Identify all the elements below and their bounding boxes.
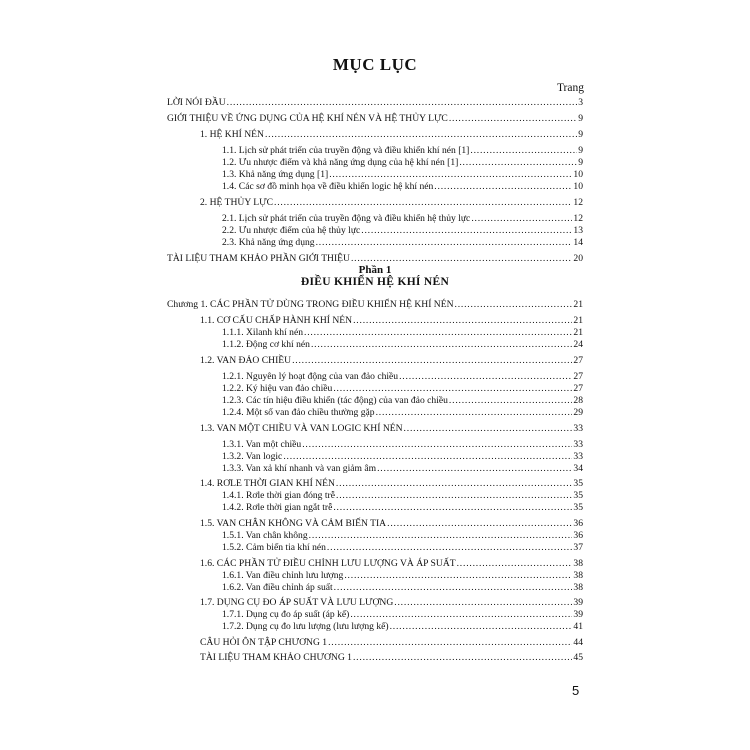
- toc-entry-page: 9: [578, 113, 583, 124]
- toc-entry: [200, 423, 583, 434]
- toc-entry-page: 28: [573, 395, 583, 406]
- toc-entry-page: 10: [573, 181, 583, 192]
- toc-entry-page: 45: [573, 652, 583, 663]
- toc-entry-page: 37: [573, 542, 583, 553]
- dot-leader: [449, 395, 572, 406]
- toc-entry-page: 33: [573, 439, 583, 450]
- toc-entry-label: 2.2. Ưu nhược điểm của hệ thủy lực: [222, 225, 361, 236]
- dot-leader: [334, 582, 573, 593]
- toc-entry: [222, 582, 583, 593]
- toc-entry-page: 13: [573, 225, 583, 236]
- toc-entry: [222, 395, 583, 406]
- toc-entry-label: 2.1. Lịch sử phát triển của truyền động và điều khiển hệ thủy lực: [222, 213, 471, 224]
- toc-entry-label: 1.4. RƠLE THỜI GIAN KHÍ NÉN: [200, 478, 335, 489]
- dot-leader: [344, 570, 572, 581]
- toc-entry: [167, 299, 583, 310]
- toc-entry-page: 44: [573, 637, 583, 648]
- toc-entry-page: 9: [578, 145, 583, 156]
- toc-entry-page: 9: [578, 157, 583, 168]
- toc-entry: [200, 637, 583, 648]
- dot-leader: [302, 439, 572, 450]
- toc-entry: [222, 609, 583, 620]
- toc-entry: [222, 371, 583, 382]
- toc-entry-label: LỜI NÓI ĐẦU: [167, 97, 226, 108]
- dot-leader: [377, 463, 572, 474]
- toc-entry-page: 12: [573, 213, 583, 224]
- toc-entry-page: 38: [573, 570, 583, 581]
- toc-entry-page: 36: [573, 518, 583, 529]
- toc-entry: [200, 197, 583, 208]
- dot-leader: [361, 225, 572, 236]
- toc-entry-page: 21: [573, 299, 583, 310]
- toc-entry-label: 1.7. DỤNG CỤ ĐO ÁP SUẤT VÀ LƯU LƯỢNG: [200, 597, 394, 608]
- dot-leader: [399, 371, 572, 382]
- toc-entry-page: 24: [573, 339, 583, 350]
- toc-entry-label: 1.2. Ưu nhược điểm và khả năng ứng dụng của hệ khí nén [1]: [222, 157, 459, 168]
- toc-entry-label: CÂU HỎI ÔN TẬP CHƯƠNG 1: [200, 637, 328, 648]
- dot-leader: [449, 113, 577, 124]
- toc-entry-page: 38: [573, 558, 583, 569]
- dot-leader: [227, 97, 578, 108]
- toc-entry-page: 38: [573, 582, 583, 593]
- toc-entry-page: 27: [573, 355, 583, 366]
- dot-leader: [336, 490, 572, 501]
- part-title: ĐIỀU KHIỂN HỆ KHÍ NÉN: [300, 276, 450, 288]
- toc-entry-page: 10: [573, 169, 583, 180]
- toc-entry-label: 1.1.2. Động cơ khí nén: [222, 339, 310, 350]
- toc-entry-label: 2.3. Khả năng ứng dụng: [222, 237, 315, 248]
- dot-leader: [394, 597, 572, 608]
- toc-entry: [222, 463, 583, 474]
- toc-entry: [200, 597, 583, 608]
- dot-leader: [351, 253, 572, 264]
- toc-entry: [200, 518, 583, 529]
- dot-leader: [328, 637, 572, 648]
- toc-entry: [222, 621, 583, 632]
- dot-leader: [265, 129, 577, 140]
- toc-entry: [222, 237, 583, 248]
- toc-entry-label: 2. HỆ THỦY LỰC: [200, 197, 273, 208]
- toc-entry: [222, 327, 583, 338]
- toc-entry-page: 35: [573, 478, 583, 489]
- toc-entry: [222, 145, 583, 156]
- toc-entry: [222, 339, 583, 350]
- toc-entry-label: 1.2.3. Các tín hiệu điều khiển (tác động) của van đảo chiều: [222, 395, 448, 406]
- dot-leader: [316, 237, 573, 248]
- page-title: MỤC LỤC: [332, 55, 418, 74]
- toc-entry-page: 36: [573, 530, 583, 541]
- toc-entry: [222, 530, 583, 541]
- toc-entry: [167, 97, 583, 108]
- toc-entry-label: 1. HỆ KHÍ NÉN: [200, 129, 264, 140]
- dot-leader: [387, 518, 572, 529]
- toc-entry-label: 1.5. VAN CHÂN KHÔNG VÀ CẢM BIẾN TIA: [200, 518, 387, 529]
- toc-entry-page: 21: [573, 315, 583, 326]
- dot-leader: [309, 530, 573, 541]
- toc-entry-page: 12: [573, 197, 583, 208]
- dot-leader: [457, 558, 573, 569]
- toc-entry: [200, 478, 583, 489]
- toc-entry-page: 39: [573, 609, 583, 620]
- toc-entry-page: 39: [573, 597, 583, 608]
- toc-entry-label: 1.6. CÁC PHẦN TỬ ĐIỀU CHỈNH LƯU LƯỢNG VÀ ÁP SUẤT: [200, 558, 456, 569]
- dot-leader: [274, 197, 572, 208]
- toc-entry-label: 1.6.2. Van điều chỉnh áp suất: [222, 582, 333, 593]
- toc-entry: [222, 407, 583, 418]
- toc-entry-label: 1.3. Khả năng ứng dụng [1]: [222, 169, 329, 180]
- toc-entry: [222, 169, 583, 180]
- dot-leader: [471, 213, 572, 224]
- dot-leader: [336, 478, 572, 489]
- toc-entry-page: 20: [573, 253, 583, 264]
- toc-entry-page: 27: [573, 383, 583, 394]
- toc-entry: [200, 355, 583, 366]
- page-number: 5: [572, 683, 580, 698]
- part-label: Phần 1: [358, 264, 392, 276]
- toc-entry-page: 35: [573, 502, 583, 513]
- toc-entry-label: 1.4.1. Rơle thời gian đóng trễ: [222, 490, 335, 501]
- toc-entry-label: TÀI LIỆU THAM KHẢO PHẦN GIỚI THIỆU: [167, 253, 350, 264]
- toc-entry-label: 1.3. VAN MỘT CHIỀU VÀ VAN LOGIC KHÍ NÉN: [200, 423, 403, 434]
- toc-entry-page: 9: [578, 129, 583, 140]
- dot-leader: [434, 181, 572, 192]
- toc-entry: [200, 129, 583, 140]
- toc-entry: [222, 502, 583, 513]
- toc-entry-page: 35: [573, 490, 583, 501]
- toc-entry-label: 1.1. Lịch sử phát triển của truyền động và điều khiển khí nén [1]: [222, 145, 470, 156]
- toc-entry-page: 34: [573, 463, 583, 474]
- toc-entry-label: 1.3.1. Van một chiều: [222, 439, 302, 450]
- toc-entry-label: TÀI LIỆU THAM KHẢO CHƯƠNG 1: [200, 652, 352, 663]
- dot-leader: [404, 423, 573, 434]
- toc-entry: [222, 570, 583, 581]
- toc-entry-page: 33: [573, 423, 583, 434]
- dot-leader: [283, 451, 572, 462]
- toc-entry-label: 1.3.2. Van logic: [222, 451, 283, 462]
- toc-entry: [222, 213, 583, 224]
- toc-entry: [222, 451, 583, 462]
- dot-leader: [292, 355, 572, 366]
- toc-entry-page: 27: [573, 371, 583, 382]
- page-column-label: Trang: [556, 82, 584, 94]
- toc-entry-label: 1.2.1. Nguyên lý hoạt động của van đảo chiều: [222, 371, 399, 382]
- toc-entry-label: GIỚI THIỆU VỀ ỨNG DỤNG CỦA HỆ KHÍ NÉN VÀ HỆ THỦY LỰC: [167, 113, 448, 124]
- dot-leader: [459, 157, 577, 168]
- toc-entry-label: 1.2. VAN ĐẢO CHIỀU: [200, 355, 292, 366]
- toc-entry: [200, 652, 583, 663]
- dot-leader: [304, 327, 572, 338]
- dot-leader: [455, 299, 573, 310]
- toc-entry: [200, 558, 583, 569]
- dot-leader: [333, 383, 572, 394]
- toc-entry: [222, 181, 583, 192]
- toc-entry-label: 1.5.1. Van chân không: [222, 530, 308, 541]
- toc-entry: [222, 383, 583, 394]
- toc-entry-label: 1.5.2. Cảm biến tia khí nén: [222, 542, 326, 553]
- toc-entry-page: 3: [578, 97, 583, 108]
- toc-entry-label: 1.7.2. Dụng cụ đo lưu lượng (lưu lượng kế): [222, 621, 389, 632]
- dot-leader: [333, 502, 572, 513]
- toc-entry: [222, 439, 583, 450]
- toc-entry: [200, 315, 583, 326]
- toc-entry: [222, 157, 583, 168]
- dot-leader: [327, 542, 572, 553]
- dot-leader: [353, 652, 572, 663]
- toc-entry-label: 1.3.3. Van xả khí nhanh và van giảm âm: [222, 463, 377, 474]
- toc-entry-label: 1.2.4. Một số van đảo chiều thường gặp: [222, 407, 375, 418]
- toc-entry-page: 21: [573, 327, 583, 338]
- toc-entry-page: 29: [573, 407, 583, 418]
- toc-entry-label: 1.4. Các sơ đồ minh họa về điều khiển logic hệ khí nén: [222, 181, 434, 192]
- dot-leader: [470, 145, 577, 156]
- dot-leader: [350, 609, 572, 620]
- toc-entry: [167, 113, 583, 124]
- toc-entry-label: 1.1.1. Xilanh khí nén: [222, 327, 304, 338]
- toc-entry-label: Chương 1. CÁC PHẦN TỬ DÙNG TRONG ĐIỀU KHIỂN HỆ KHÍ NÉN: [167, 299, 454, 310]
- dot-leader: [353, 315, 572, 326]
- toc-entry-page: 33: [573, 451, 583, 462]
- toc-entry-page: 41: [573, 621, 583, 632]
- toc-entry-label: 1.4.2. Rơle thời gian ngắt trễ: [222, 502, 333, 513]
- toc-entry-label: 1.7.1. Dụng cụ đo áp suất (áp kế): [222, 609, 350, 620]
- toc-entry: [222, 490, 583, 501]
- dot-leader: [390, 621, 573, 632]
- dot-leader: [376, 407, 573, 418]
- toc-entry-label: 1.1. CƠ CẤU CHẤP HÀNH KHÍ NÉN: [200, 315, 353, 326]
- toc-entry-page: 14: [573, 237, 583, 248]
- toc-entry-label: 1.6.1. Van điều chỉnh lưu lượng: [222, 570, 344, 581]
- toc-entry: [167, 253, 583, 264]
- toc-entry-label: 1.2.2. Ký hiệu van đảo chiều: [222, 383, 333, 394]
- dot-leader: [329, 169, 572, 180]
- toc-entry: [222, 225, 583, 236]
- toc-entry: [222, 542, 583, 553]
- dot-leader: [311, 339, 572, 350]
